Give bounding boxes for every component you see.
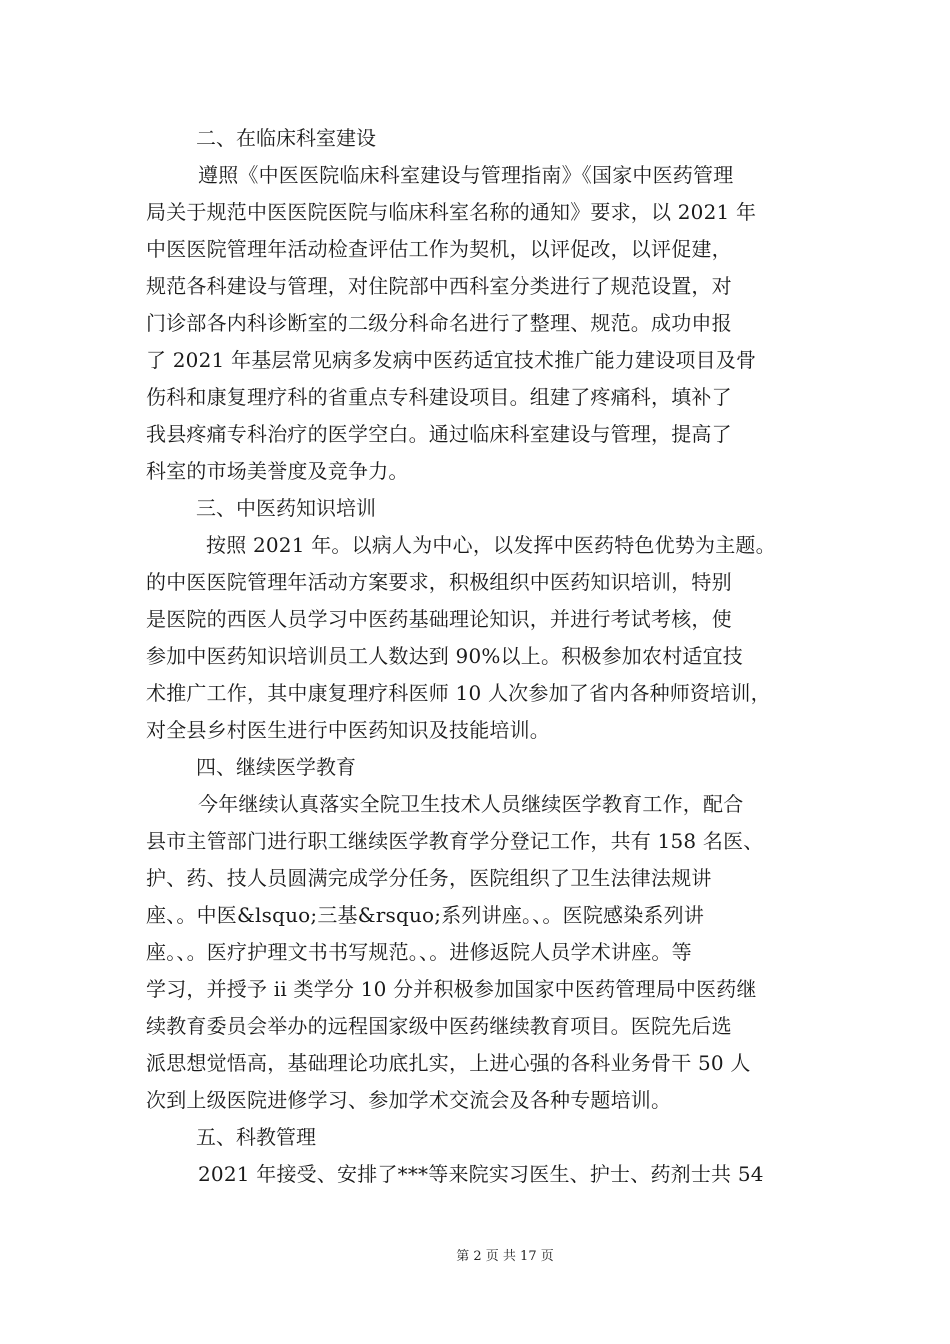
paragraph-line: 续教育委员会举办的远程国家级中医药继续教育项目。医院先后选 bbox=[146, 1014, 732, 1038]
paragraph-line: 是医院的西医人员学习中医药基础理论知识，并进行考试考核，使 bbox=[146, 607, 732, 631]
paragraph-line: 2021 年接受、安排了***等来院实习医生、护士、药剂士共 54 bbox=[198, 1162, 764, 1186]
section-heading-continuing-education: 四、继续医学教育 bbox=[196, 755, 356, 779]
paragraph-line: 今年继续认真落实全院卫生技术人员继续医学教育工作，配合 bbox=[198, 792, 744, 816]
section-heading-clinical-departments: 二、在临床科室建设 bbox=[196, 126, 376, 150]
paragraph-line: 了 2021 年基层常见病多发病中医药适宜技术推广能力建设项目及骨 bbox=[146, 348, 757, 372]
paragraph-line: 遵照《中医医院临床科室建设与管理指南》《国家中医药管理 bbox=[198, 163, 734, 187]
paragraph-line: 按照 2021 年。以病人为中心，以发挥中医药特色优势为主题。 bbox=[206, 533, 776, 557]
paragraph-line: 对全县乡村医生进行中医药知识及技能培训。 bbox=[146, 718, 550, 742]
section-heading-research-teaching: 五、科教管理 bbox=[196, 1125, 316, 1149]
paragraph-line: 的中医医院管理年活动方案要求，积极组织中医药知识培训，特别 bbox=[146, 570, 732, 594]
paragraph-line: 中医医院管理年活动检查评估工作为契机，以评促改，以评促建， bbox=[146, 237, 732, 261]
paragraph-line: 次到上级医院进修学习、参加学术交流会及各种专题培训。 bbox=[146, 1088, 672, 1112]
paragraph-line: 门诊部各内科诊断室的二级分科命名进行了整理、规范。成功申报 bbox=[146, 311, 732, 335]
paragraph-line: 座、。中医&lsquo;三基&rsquo;系列讲座。、。医院感染系列讲 bbox=[146, 903, 705, 927]
paragraph-line: 座。、。医疗护理文书书写规范。、。进修返院人员学术讲座。等 bbox=[146, 940, 692, 964]
paragraph-line: 学习，并授予 ii 类学分 10 分并积极参加国家中医药管理局中医药继 bbox=[146, 977, 757, 1001]
paragraph-line: 我县疼痛专科治疗的医学空白。通过临床科室建设与管理，提高了 bbox=[146, 422, 732, 446]
paragraph-line: 参加中医药知识培训员工人数达到 90%以上。积极参加农村适宜技 bbox=[146, 644, 744, 668]
section-heading-tcm-training: 三、中医药知识培训 bbox=[196, 496, 376, 520]
paragraph-line: 科室的市场美誉度及竞争力。 bbox=[146, 459, 409, 483]
paragraph-line: 派思想觉悟高，基础理论功底扎实，上进心强的各科业务骨干 50 人 bbox=[146, 1051, 751, 1075]
paragraph-line: 县市主管部门进行职工继续医学教育学分登记工作，共有 158 名医、 bbox=[146, 829, 764, 853]
paragraph-line: 局关于规范中医医院医院与临床科室名称的通知》要求，以 2021 年 bbox=[146, 200, 757, 224]
document-body bbox=[146, 120, 806, 1193]
paragraph-line: 护、药、技人员圆满完成学分任务，医院组织了卫生法律法规讲 bbox=[146, 866, 712, 890]
paragraph-line: 规范各科建设与管理，对住院部中西科室分类进行了规范设置，对 bbox=[146, 274, 732, 298]
page-number-label: 第 2 页 共 17 页 bbox=[456, 1249, 554, 1264]
paragraph-line: 术推广工作，其中康复理疗科医师 10 人次参加了省内各种师资培训， bbox=[146, 681, 771, 705]
page-footer bbox=[0, 1245, 950, 1264]
paragraph-line: 伤科和康复理疗科的省重点专科建设项目。组建了疼痛科，填补了 bbox=[146, 385, 732, 409]
